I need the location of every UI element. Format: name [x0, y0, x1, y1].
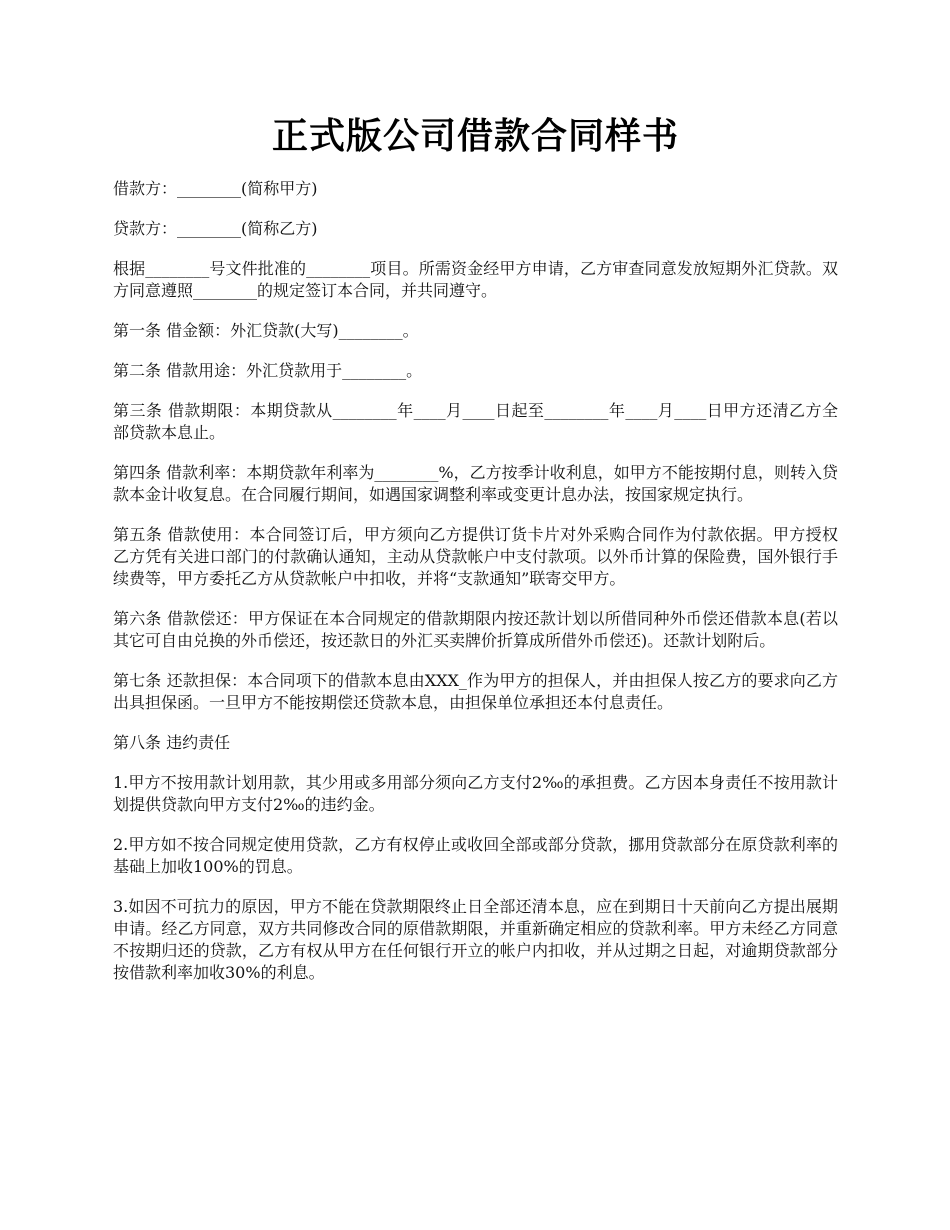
article-8-heading: 第八条 违约责任: [113, 733, 231, 752]
article-3-term: 第三条 借款期限：本期贷款从________年____月____日起至________年____月____日甲方还清乙方全部贷款本息止。: [113, 401, 838, 442]
article-7-guarantee: 第七条 还款担保：本合同项下的借款本息由XXX_作为甲方的担保人，并由担保人按乙方的要求向乙方出具担保函。一旦甲方不能按期偿还贷款本息，由担保单位承担还本付息责任。: [113, 671, 838, 712]
breach-clause-2: 2.甲方如不按合同规定使用贷款，乙方有权停止或收回全部或部分贷款，挪用贷款部分在原贷款利率的基础上加收100%的罚息。: [113, 835, 838, 876]
breach-clause-1: 1.甲方不按用款计划用款，其少用或多用部分须向乙方支付2‰的承担费。乙方因本身责任不按用款计划提供贷款向甲方支付2‰的违约金。: [113, 773, 838, 814]
borrower-line: 借款方：________(简称甲方): [113, 179, 318, 198]
article-1-amount: 第一条 借金额：外汇贷款(大写)________。: [113, 321, 419, 340]
article-2-purpose: 第二条 借款用途：外汇贷款用于________。: [113, 361, 423, 380]
document-title: 正式版公司借款合同样书: [271, 115, 679, 157]
article-6-repayment: 第六条 借款偿还：甲方保证在本合同规定的借款期限内按还款计划以所借同种外币偿还借款本息(若以其它可自由兑换的外币偿还，按还款日的外汇买卖牌价折算成所借外币偿还)。还款计划附后。: [113, 609, 838, 650]
document-page: [113, 112, 838, 1002]
article-4-interest: 第四条 借款利率：本期贷款年利率为________%，乙方按季计收利息，如甲方不能按期付息，则转入贷款本金计收复息。在合同履行期间，如遇国家调整利率或变更计息办法，按国家规定执行。: [113, 463, 838, 504]
lender-line: 贷款方：________(简称乙方): [113, 219, 318, 238]
article-5-usage: 第五条 借款使用：本合同签订后，甲方须向乙方提供订货卡片对外采购合同作为付款依据。甲方授权乙方凭有关进口部门的付款确认通知，主动从贷款帐户中支付款项。以外币计算的保险费，国外银行手续费等，甲方委托乙方从贷款帐户中扣收，并将“支款通知”联寄交甲方。: [113, 525, 838, 588]
preamble-paragraph: 根据________号文件批准的________项目。所需资金经甲方申请，乙方审查同意发放短期外汇贷款。双方同意遵照________的规定签订本合同，并共同遵守。: [113, 259, 838, 300]
breach-clause-3: 3.如因不可抗力的原因，甲方不能在贷款期限终止日全部还清本息，应在到期日十天前向乙方提出展期申请。经乙方同意，双方共同修改合同的原借款期限，并重新确定相应的贷款利率。甲方未经乙方同意不按期归还的贷款，乙方有权从甲方在任何银行开立的帐户内扣收，并从过期之日起，对逾期贷款部分按借款利率加收30%的利息。: [113, 897, 838, 982]
